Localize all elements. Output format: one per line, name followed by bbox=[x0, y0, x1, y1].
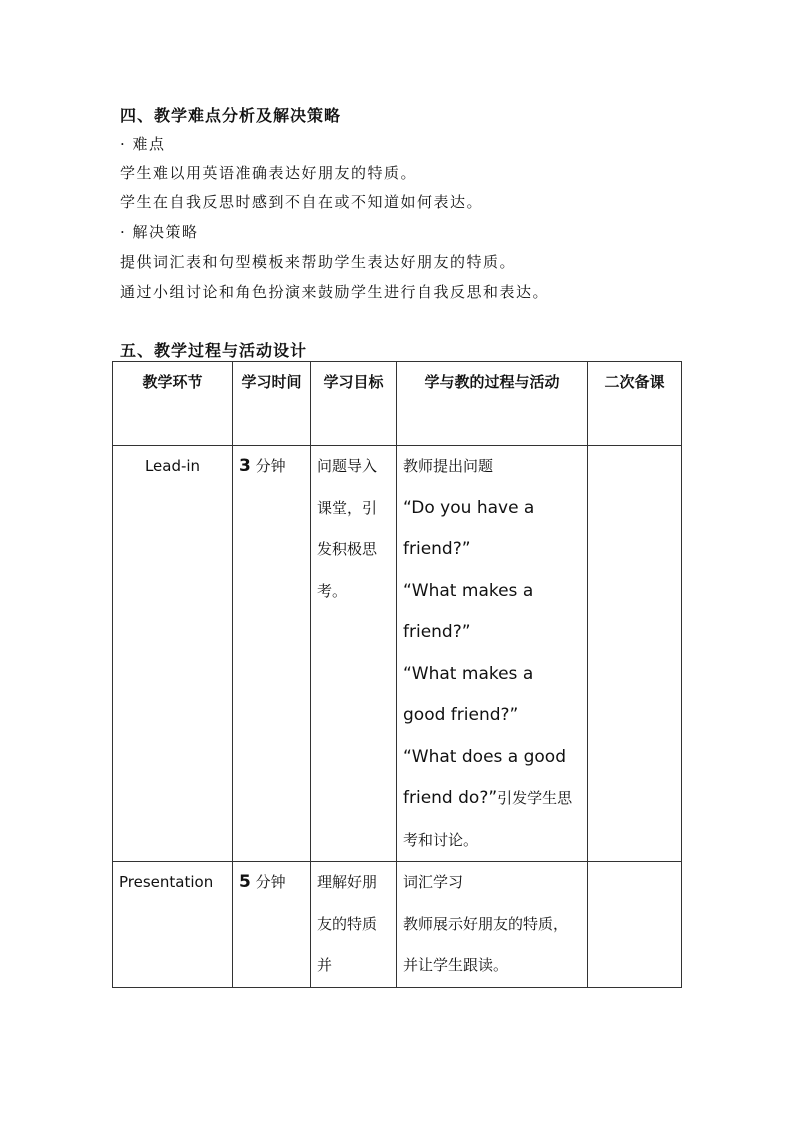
section4-title: 四、教学难点分析及解决策略 bbox=[120, 106, 342, 125]
table-row bbox=[113, 446, 682, 862]
stage-cell: Presentation bbox=[113, 862, 233, 988]
notes-cell bbox=[588, 862, 682, 988]
time-number: 3 bbox=[239, 456, 251, 476]
activity-intro: 教师提出问题 bbox=[403, 457, 494, 475]
table-row bbox=[113, 862, 682, 988]
time-number: 5 bbox=[239, 872, 251, 892]
question-4-line bbox=[403, 737, 581, 862]
header-notes: 二次备课 bbox=[588, 362, 682, 446]
table-header-row bbox=[113, 362, 682, 446]
question-2: “What makes a friend?” bbox=[403, 580, 534, 642]
goal-cell: 问题导入课堂，引发积极思考。 bbox=[311, 446, 397, 862]
activity-intro: 词汇学习 bbox=[403, 873, 464, 891]
question-4: “What does a good friend do?” bbox=[403, 746, 566, 808]
header-goal: 学习目标 bbox=[311, 362, 397, 446]
question-1: “Do you have a friend?” bbox=[403, 497, 535, 559]
difficulty-label: · 难点 bbox=[120, 135, 166, 153]
activity-body: 教师展示好朋友的特质，并让学生跟读。 bbox=[403, 914, 569, 974]
notes-cell bbox=[588, 446, 682, 862]
activity-cell bbox=[397, 446, 588, 862]
section5-title: 五、教学过程与活动设计 bbox=[120, 341, 308, 360]
activity-cell bbox=[397, 862, 588, 988]
activity-end: 引发学生思考和讨论。 bbox=[403, 789, 573, 849]
difficulty-item-1: 学生难以用英语准确表达好朋友的特质。 bbox=[120, 164, 418, 182]
goal-cell: 理解好朋友的特质并 bbox=[311, 862, 397, 988]
time-unit: 分钟 bbox=[255, 457, 286, 475]
question-3: “What makes a good friend?” bbox=[403, 663, 534, 725]
header-stage: 教学环节 bbox=[113, 362, 233, 446]
lesson-plan-table bbox=[112, 361, 682, 988]
stage-cell: Lead-in bbox=[113, 446, 233, 862]
time-unit: 分钟 bbox=[255, 873, 286, 891]
time-cell bbox=[233, 862, 311, 988]
time-cell bbox=[233, 446, 311, 862]
strategy-label: · 解决策略 bbox=[120, 223, 199, 241]
difficulty-item-2: 学生在自我反思时感到不自在或不知道如何表达。 bbox=[120, 193, 484, 211]
strategy-item-1: 提供词汇表和句型模板来帮助学生表达好朋友的特质。 bbox=[120, 253, 517, 271]
header-time: 学习时间 bbox=[233, 362, 311, 446]
header-activity: 学与教的过程与活动 bbox=[397, 362, 588, 446]
strategy-item-2: 通过小组讨论和角色扮演来鼓励学生进行自我反思和表达。 bbox=[120, 283, 550, 301]
